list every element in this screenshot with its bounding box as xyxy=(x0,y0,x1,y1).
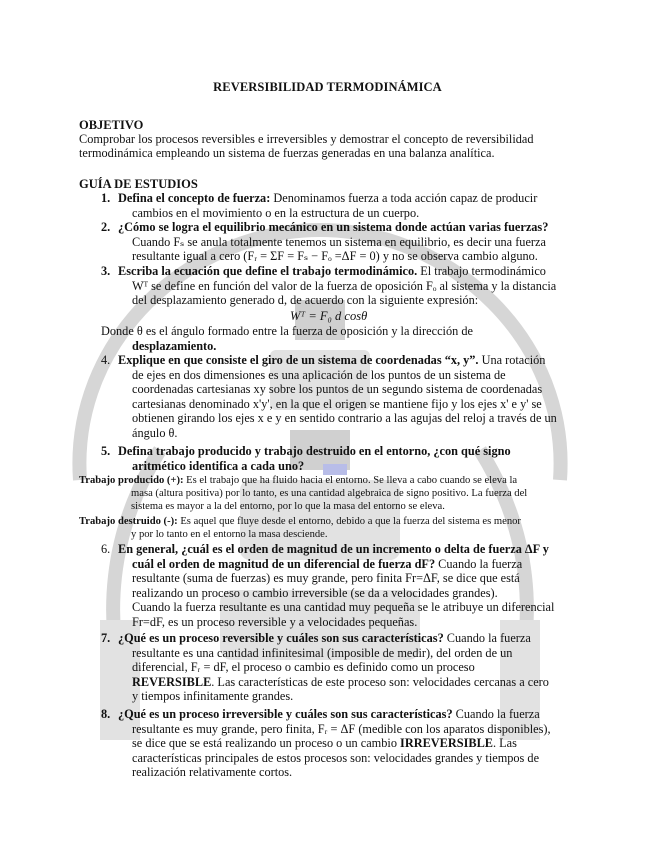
answer-text: cambios en el movimiento o en la estructura de un cuerpo. xyxy=(132,205,420,220)
question-text: En general, ¿cuál es el orden de magnitud de un incremento o delta de fuerza ΔF y xyxy=(118,542,549,556)
answer-text: realizando un proceso o cambio irreversible (se da a velocidades grandes). xyxy=(132,585,498,600)
trabajo-producido xyxy=(79,474,579,514)
question-text: ¿Qué es un proceso irreversible y cuáles son sus características? xyxy=(118,707,453,721)
answer-text: Cuando la fuerza xyxy=(435,556,523,571)
answer-text: cartesianas denominado x'y', en la que el origen se mantiene fijo y los ejes x' e y' se xyxy=(132,396,542,411)
question-text: aritmético identifica a cada uno? xyxy=(132,458,305,473)
term-definition: Es aquel que fluye desde el entorno, debido a que la fuerza del sistema es menor xyxy=(177,516,521,527)
term-definition: y por lo tanto en el entorno la masa desciende. xyxy=(131,529,328,541)
answer-text: Donde θ es el ángulo formado entre la fuerza de oposición y la dirección de xyxy=(101,324,473,338)
emphasis-text: IRREVERSIBLE xyxy=(400,736,493,751)
emphasis-text: REVERSIBLE xyxy=(132,674,212,689)
answer-text: Cuando la fuerza xyxy=(443,631,531,645)
answer-text: obtienen girando los ejes x e y en sentido contrario a las agujas del reloj a través de un xyxy=(132,411,557,426)
question-text: ¿Qué es un proceso reversible y cuáles son sus características? xyxy=(118,631,444,645)
answer-text: Wᵀ se define en función del valor de la fuerza de oposición Fₒ al sistema y la distancia xyxy=(132,278,557,293)
objetivo-line: Comprobar los procesos reversibles e irreversibles y demostrar el concepto de reversibilidad xyxy=(79,132,534,146)
answer-text: . Las xyxy=(493,736,517,751)
answer-text: coordenadas cartesianas xy sobre los puntos de un segundo sistema de coordenadas xyxy=(132,382,543,397)
work-formula: Wᵀ = F₀ d cosθ xyxy=(290,309,368,323)
term-definition: masa (altura positiva) por lo tanto, es una cantidad algebraica de signo positivo. La fuerza del xyxy=(131,488,528,500)
question-text: ¿Cómo se logra el equilibrio mecánico en un sistema donde actúan varias fuerzas? xyxy=(118,220,549,234)
question-number: 8. xyxy=(101,707,111,721)
theta-definition xyxy=(101,324,571,353)
term-definition: sistema es mayor a la del entorno, por lo que la masa del entorno se eleva. xyxy=(131,501,445,513)
question-number: 1. xyxy=(101,191,111,205)
answer-text: resultante es muy grande, pero finita, Fᵣ = ΔF (medible con los aparatos disponibles), xyxy=(132,721,551,736)
objetivo-heading: OBJETIVO xyxy=(79,118,144,132)
guia-heading: GUÍA DE ESTUDIOS xyxy=(79,177,198,191)
answer-text: del desplazamiento generado d, de acuerdo con la siguiente expresión: xyxy=(132,293,479,308)
term-definition: Es el trabajo que ha fluido hacia el entorno. Se lleva a cabo cuando se eleva la xyxy=(183,475,518,486)
answer-text: diferencial, Fᵣ = dF, el proceso o cambio es definido como un proceso xyxy=(132,660,475,675)
answer-text: desplazamiento. xyxy=(132,338,217,353)
answer-text: realización relativamente cortos. xyxy=(132,765,293,780)
question-text: Defina el concepto de fuerza: xyxy=(118,191,271,205)
answer-text: Una rotación xyxy=(478,353,546,367)
answer-text: características principales de estos procesos son: velocidades grandes y tiempos de xyxy=(132,750,540,765)
answer-text: Cuando Fₛ se anula totalmente tenemos un sistema en equilibrio, es decir una fuerza xyxy=(132,234,546,249)
answer-text: resultante (suma de fuerzas) es muy grande, pero finita Fr=ΔF, se dice que está xyxy=(132,571,520,586)
answer-text: ángulo θ. xyxy=(132,425,178,440)
question-text: Escriba la ecuación que define el trabajo termodinámico. xyxy=(118,264,418,278)
question-text: cuál el orden de magnitud de un diferencial de fuerza dF? xyxy=(132,556,436,571)
answer-text: . Las características de este proceso son: velocidades cercanas a cero xyxy=(211,674,549,689)
objetivo-line: termodinámica empleando un sistema de fuerzas generadas en una balanza analítica. xyxy=(79,146,495,160)
answer-text: resultante es una cantidad infinitesimal (imposible de medir), del orden de un xyxy=(132,645,513,660)
answer-text: Cuando la fuerza xyxy=(452,707,540,721)
question-text: Explique en que consiste el giro de un sistema de coordenadas “x, y”. xyxy=(118,353,479,367)
question-number: 4. xyxy=(101,353,111,367)
answer-text: El trabajo termodinámico xyxy=(417,264,546,278)
answer-text: y tiempos infinitamente grandes. xyxy=(132,689,294,704)
term-label: Trabajo destruido (-): xyxy=(79,516,178,527)
answer-text: resultante igual a cero (Fᵣ = ΣF = Fₛ − Fₒ =ΔF = 0) y no se observa cambio alguno. xyxy=(132,249,538,264)
trabajo-destruido xyxy=(79,515,579,541)
question-number: 7. xyxy=(101,631,111,645)
term-label: Trabajo producido (+): xyxy=(79,475,184,486)
question-number: 6. xyxy=(101,542,111,556)
page-title: REVERSIBILIDAD TERMODINÁMICA xyxy=(213,80,442,94)
question-number: 3. xyxy=(101,264,111,278)
question-text: Defina trabajo producido y trabajo destruido en el entorno, ¿con qué signo xyxy=(118,444,511,458)
objetivo-text xyxy=(79,132,534,160)
question-number: 5. xyxy=(101,444,111,458)
question-number: 2. xyxy=(101,220,111,234)
answer-text: de ejes en dos dimensiones es una aplicación de los puntos de un sistema de xyxy=(132,367,506,382)
answer-text: Denominamos fuerza a toda acción capaz de producir xyxy=(270,191,538,205)
answer-text: Fr=dF, es un proceso reversible y a velocidades pequeñas. xyxy=(132,614,418,629)
answer-text: se dice que se está realizando un proceso o un cambio xyxy=(132,736,401,751)
answer-text: Cuando la fuerza resultante es una cantidad muy pequeña se le atribuye un diferencial xyxy=(132,600,555,615)
